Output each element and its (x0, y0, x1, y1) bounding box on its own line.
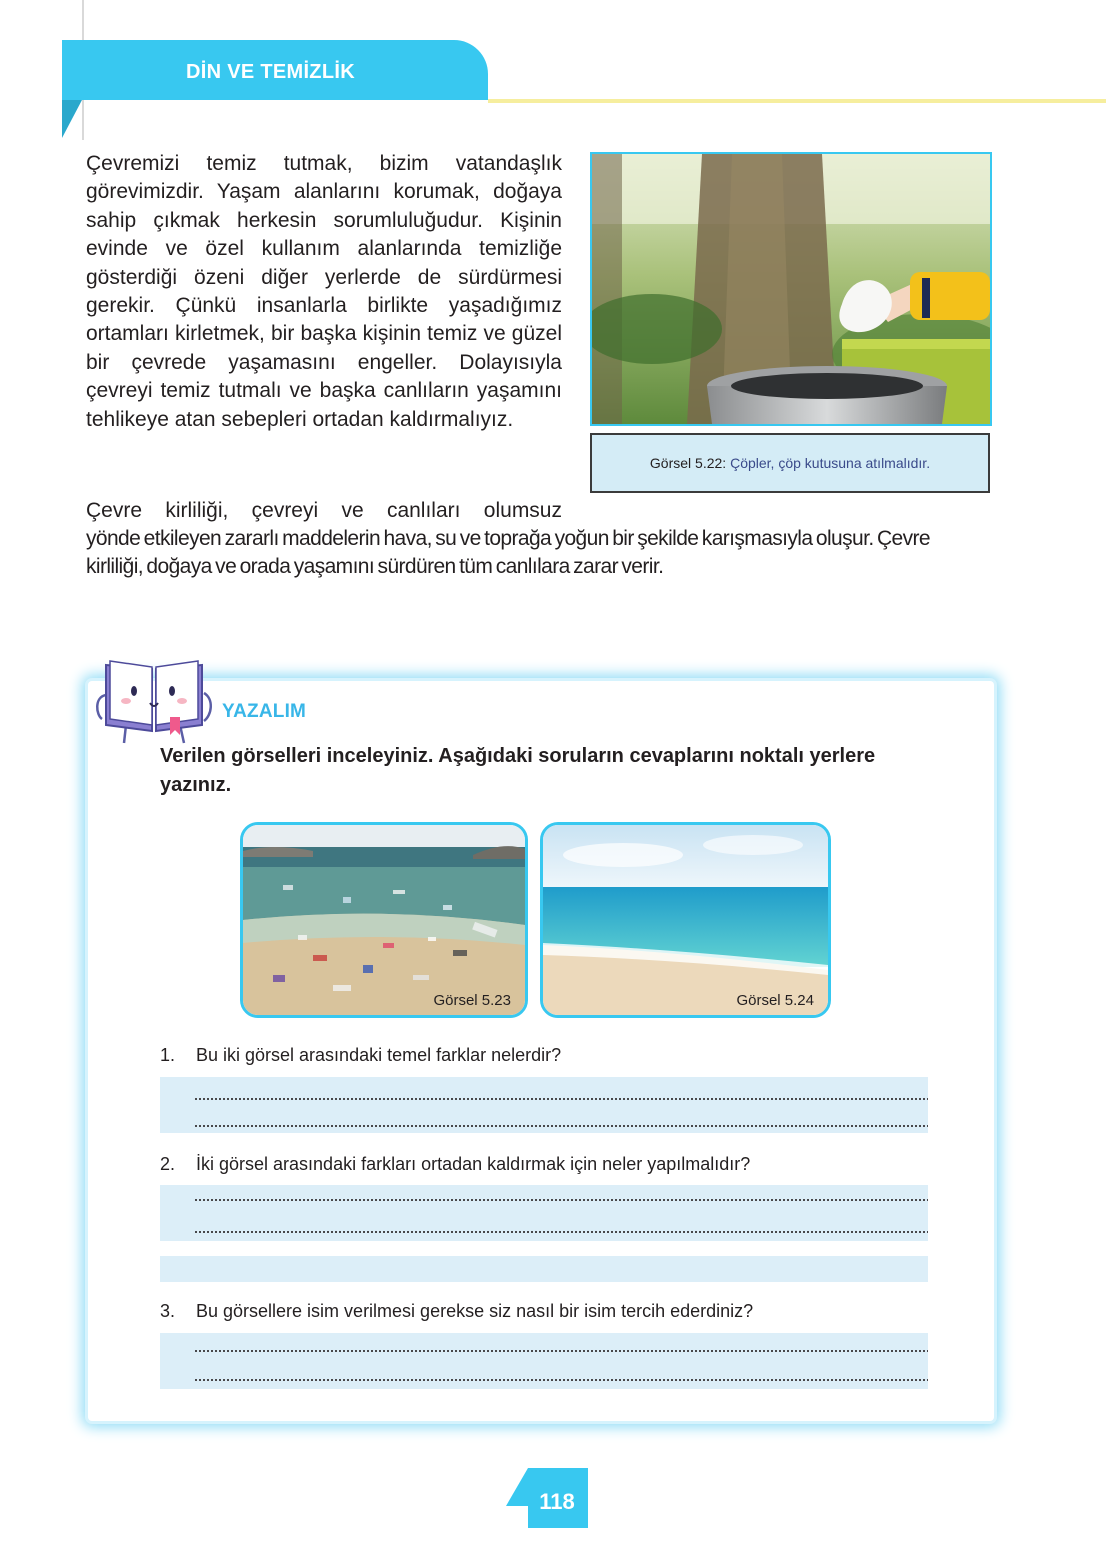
question-3-number: 3. (160, 1301, 176, 1321)
figure-5-23-label: Görsel 5.23 (433, 992, 511, 1009)
answer-area-2[interactable] (160, 1185, 928, 1241)
body-paragraph-2-first-line: Çevre kirliliği, çevreyi ve canlıları olumsuz (86, 499, 562, 522)
activity-instruction: Verilen görselleri inceleyiniz. Aşağıdaki soruların cevaplarını noktalı yerlere yazınız. (160, 745, 876, 796)
clean-beach-photo (540, 822, 831, 1018)
answer-area-2-extra[interactable] (160, 1256, 928, 1282)
polluted-beach-photo (240, 822, 528, 1018)
question-2-number: 2. (160, 1154, 176, 1174)
page-number: 118 (539, 1489, 575, 1514)
question-2-text: İki görsel arasındaki farkları ortadan kaldırmak için neler yapılmalıdır? (196, 1154, 751, 1174)
figure-5-22-caption (590, 433, 990, 493)
answer-area-3[interactable] (160, 1333, 928, 1389)
figure-caption-text: Çöpler, çöp kutusuna atılmalıdır. (730, 455, 931, 471)
header-rule (488, 99, 1106, 103)
activity-title: YAZALIM (222, 701, 307, 722)
question-1-number: 1. (160, 1045, 176, 1065)
question-1-text: Bu iki görsel arasındaki temel farklar nelerdir? (196, 1045, 562, 1065)
chapter-title: DİN VE TEMİZLİK (186, 61, 355, 83)
figure-label: Görsel 5.22: (649, 455, 727, 471)
header-tab-fold (62, 100, 82, 138)
body-paragraph-2: yönde etkileyen zararlı maddelerin hava, su ve toprağa yoğun bir şekilde karışmasıyla oluşur. Çevre kirliliği, doğaya ve orada yaşamını sürdüren tüm canlılara zarar verir. (86, 527, 931, 579)
trash-bin-photo (590, 152, 992, 426)
body-paragraph-1: Çevremizi temiz tutmak, bizim vatandaşlık görevimizdir. Yaşam alanlarını korumak, doğaya sahip çıkmak herkesin sorumluluğudur. Kişinin evinde ve özel kullanım alanlarında temizliğe gösterdiği özeni diğer yerlerde de sürdürmesi gerekir. Çünkü insanlarla birlikte yaşadığımız ortamları kirletmek, bir başka kişinin temiz ve güzel bir çevrede yaşamasını engeller. Dolayısıyla çevreyi temiz tutmalı ve başka canlıların yaşamını tehlikeye atan sebepleri ortadan kaldırmalıyız. (86, 152, 562, 431)
book-mascot-icon (92, 655, 216, 745)
answer-area-1[interactable] (160, 1077, 928, 1133)
question-3-text: Bu görsellere isim verilmesi gerekse siz nasıl bir isim tercih ederdiniz? (196, 1301, 754, 1321)
figure-5-24-label: Görsel 5.24 (736, 992, 814, 1009)
